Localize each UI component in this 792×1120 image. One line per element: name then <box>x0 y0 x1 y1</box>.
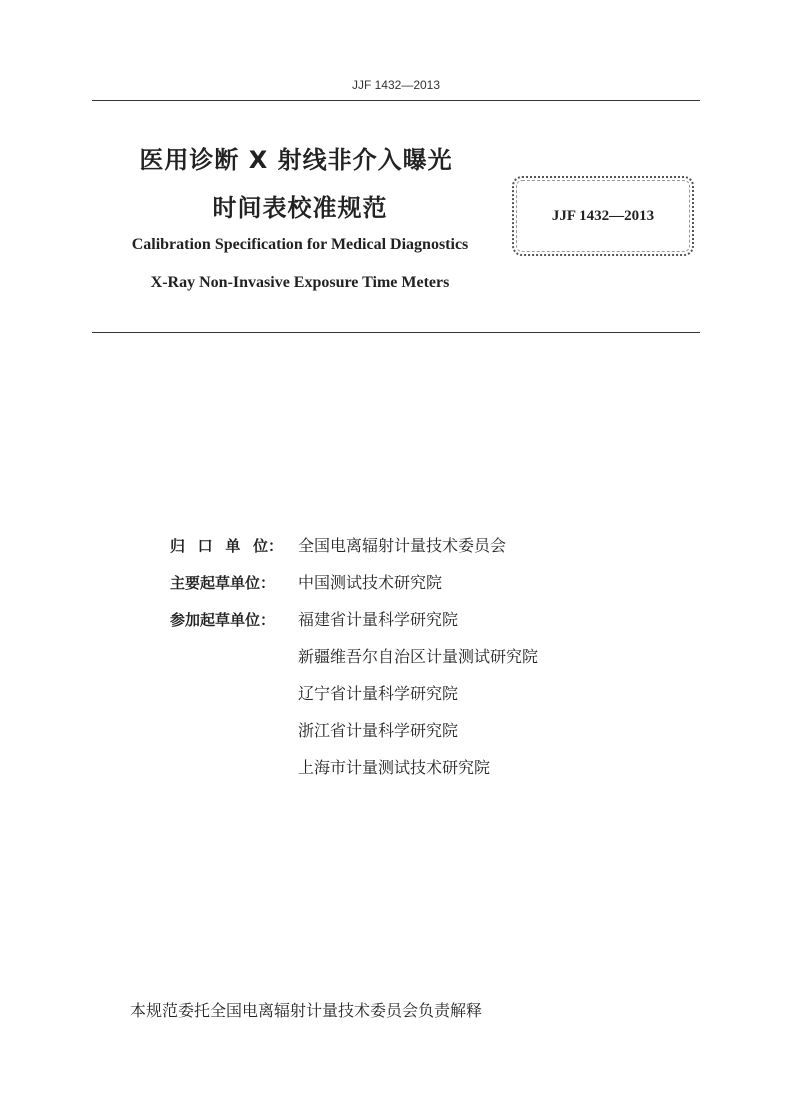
responsible-unit-label-char: 位 <box>252 537 268 555</box>
header-divider <box>92 100 700 101</box>
responsible-unit-label-char: 归 <box>170 537 186 555</box>
title-english-line-2: X-Ray Non-Invasive Exposure Time Meters <box>150 274 450 291</box>
responsible-unit-row <box>170 527 538 564</box>
responsible-unit-value: 全国电离辐射计量技术委员会 <box>298 536 507 555</box>
main-drafting-unit-value: 中国测试技术研究院 <box>298 573 443 592</box>
participating-unit: 新疆维吾尔自治区计量测试研究院 <box>298 647 539 666</box>
title-chinese-line-1: 医用诊断 X 射线非介入曝光 <box>139 146 453 174</box>
participating-units-list <box>298 601 538 786</box>
participating-unit: 上海市计量测试技术研究院 <box>298 758 491 777</box>
header-standard-code: JJF 1432—2013 <box>351 78 441 92</box>
standard-code-box <box>512 176 694 256</box>
participating-unit: 浙江省计量科学研究院 <box>298 721 459 740</box>
participating-unit: 辽宁省计量科学研究院 <box>298 684 459 703</box>
title-divider <box>92 332 700 333</box>
title-english-line-1: Calibration Specification for Medical Diagnostics <box>131 236 469 253</box>
responsible-unit-label-char: 口 <box>197 537 213 555</box>
title-chinese-line-2: 时间表校准规范 <box>212 194 388 222</box>
standard-code-box-text: JJF 1432—2013 <box>551 207 655 224</box>
drafting-units-block <box>170 527 539 777</box>
responsible-unit-label-char: 单 <box>225 537 241 555</box>
footer-interpretation-note: 本规范委托全国电离辐射计量技术委员会负责解释 <box>130 1001 483 1020</box>
responsible-unit-label: 归 口 单 位 ： <box>170 528 298 565</box>
main-drafting-unit-label: 主要起草单位： <box>170 574 276 592</box>
participating-units-label: 参加起草单位： <box>170 611 276 629</box>
participating-units-row <box>170 601 539 777</box>
participating-unit: 福建省计量科学研究院 <box>298 610 459 629</box>
main-drafting-unit-row <box>170 564 538 601</box>
